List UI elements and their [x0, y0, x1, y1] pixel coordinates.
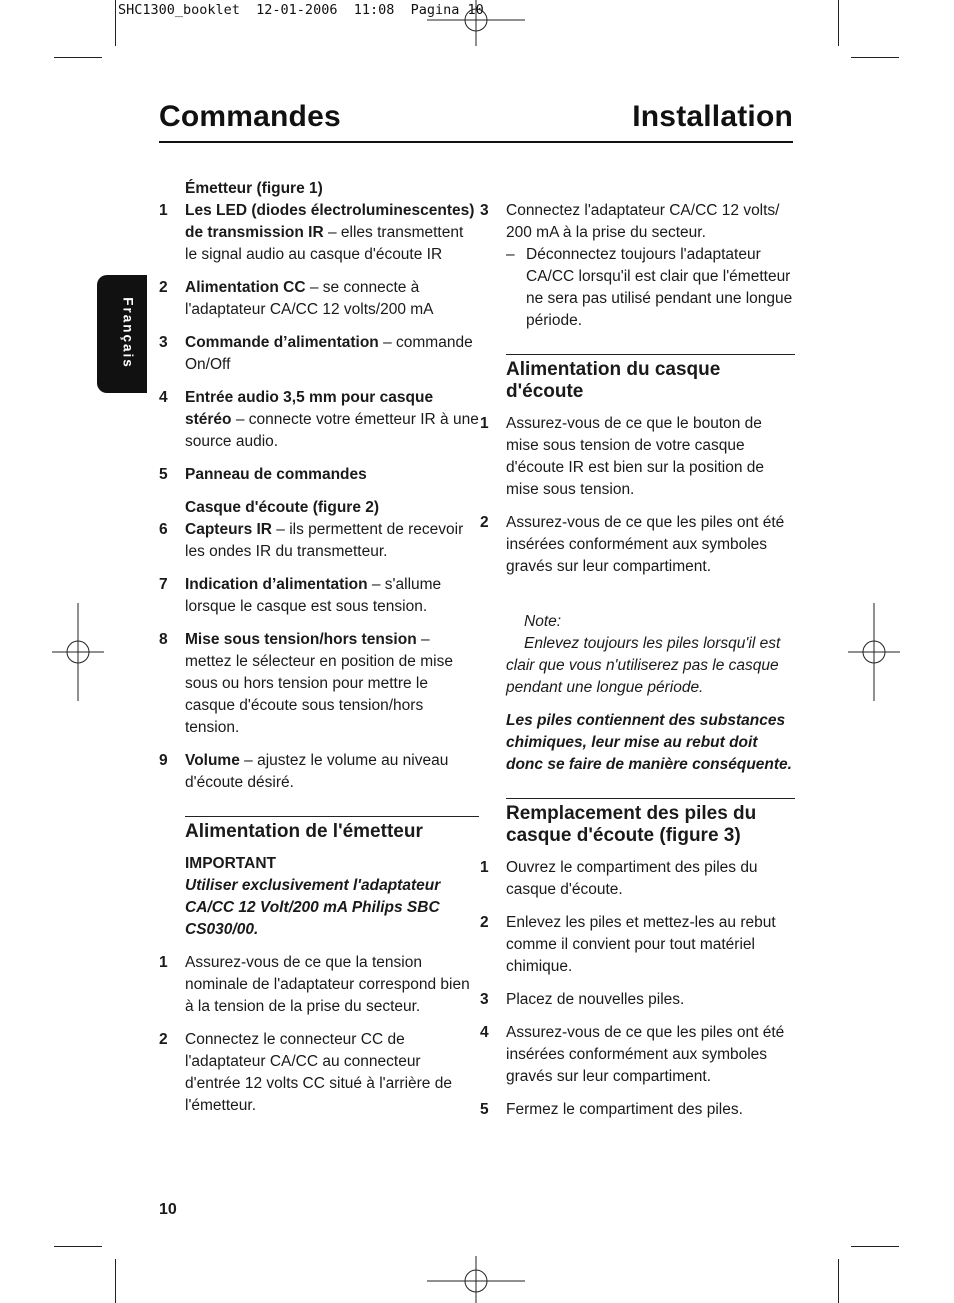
item-number: 7 [159, 576, 168, 593]
control-name: Mise sous tension/hors tension [185, 631, 417, 648]
step-text: Assurez-vous de ce que les piles ont été insérées conformément aux symboles gravés sur leur compartiment. [506, 514, 785, 575]
step-number: 1 [159, 954, 168, 971]
battery-step-3 [480, 989, 795, 1011]
registration-mark-left [52, 603, 104, 701]
step-number: 2 [480, 514, 489, 531]
note-body: Enlevez toujours les piles lorsqu'il est clair que vous n'utiliserez pas le casque pendant une longue période. [506, 635, 781, 696]
page-number: 10 [159, 1201, 177, 1218]
battery-step-1 [480, 857, 795, 901]
step-item-2 [159, 1029, 479, 1117]
page-title-right: Installation [632, 100, 793, 133]
step-text: Fermez le compartiment des piles. [506, 1101, 743, 1118]
item-number: 9 [159, 752, 168, 769]
language-tab-label: Français [120, 297, 136, 369]
left-column [159, 178, 479, 1117]
control-name: Les LED (diodes électroluminescentes) de transmission IR [185, 202, 475, 241]
dash-symbol: – [506, 246, 515, 263]
control-name: Volume [185, 752, 240, 769]
item-number: 6 [159, 521, 168, 538]
control-name: Capteurs IR [185, 521, 272, 538]
step-number: 3 [480, 991, 489, 1008]
page-title-left: Commandes [159, 100, 341, 133]
section-heading-battery-replacement: Remplacement des piles du casque d'écoute (figure 3) [506, 798, 795, 847]
control-name: Entrée audio 3,5 mm pour casque stéréo [185, 389, 434, 428]
registration-mark-right [848, 603, 900, 701]
crop-mark-tr-v [838, 0, 839, 46]
headphone-step-2 [480, 512, 795, 578]
step-text: Assurez-vous de ce que le bouton de mise sous tension de votre casque d'écoute IR est bien sur la position de mise sous tension. [506, 415, 765, 498]
step-text: Assurez-vous de ce que les piles ont été insérées conformément aux symboles gravés sur leur compartiment. [506, 1024, 785, 1085]
step-item-1 [159, 952, 479, 1018]
important-notice [159, 853, 479, 941]
control-description: – elles transmettent le signal audio au casque d'écoute IR [185, 224, 464, 263]
item-number: 5 [159, 466, 168, 483]
crop-mark-br-v [838, 1259, 839, 1303]
note-block [480, 611, 795, 699]
step-text: Connectez le connecteur CC de l'adaptateur CA/CC au connecteur d'entrée 12 volts CC situé à l'arrière de l'émetteur. [185, 1031, 452, 1114]
control-description: – ajustez le volume au niveau d'écoute désiré. [185, 752, 449, 791]
item-number: 3 [159, 334, 168, 351]
control-description: – se connecte à l'adaptateur CA/CC 12 volts/200 mA [185, 279, 434, 318]
step-text: Assurez-vous de ce que la tension nominale de l'adaptateur correspond bien à la tension de la prise du secteur. [185, 954, 470, 1015]
step-text: Placez de nouvelles piles. [506, 991, 685, 1008]
control-item-5 [159, 464, 479, 486]
step-number: 2 [480, 914, 489, 931]
important-title: IMPORTANT [185, 855, 276, 872]
control-item-1 [159, 200, 479, 266]
control-item-3 [159, 332, 479, 376]
note-label: Note: [524, 613, 562, 630]
header-rule [159, 141, 793, 143]
dash-note [506, 244, 795, 332]
transmitter-heading: Émetteur (figure 1) [185, 180, 323, 197]
control-name: Indication d’alimentation [185, 576, 368, 593]
print-slug: SHC1300_booklet 12-01-2006 11:08 Pagina 10 [118, 2, 484, 18]
control-description: – commande On/Off [185, 334, 473, 373]
item-number: 8 [159, 631, 168, 648]
battery-step-4 [480, 1022, 795, 1088]
crop-mark-bl-v [115, 1259, 116, 1303]
step-number: 3 [480, 202, 489, 219]
important-text: Utiliser exclusivement l'adaptateur CA/CC 12 Volt/200 mA Philips SBC CS030/00. [185, 877, 441, 938]
control-description: – s'allume lorsque le casque est sous tension. [185, 576, 442, 615]
step-number: 1 [480, 859, 489, 876]
item-number: 1 [159, 202, 168, 219]
step-text: Enlevez les piles et mettez-les au rebut comme il convient pour tout matériel chimique. [506, 914, 776, 975]
step-number: 4 [480, 1024, 489, 1041]
control-item-4 [159, 387, 479, 453]
crop-mark-tl-h [54, 57, 102, 58]
control-description: – connecte votre émetteur IR à une source audio. [185, 411, 479, 450]
headphones-heading: Casque d'écoute (figure 2) [185, 499, 380, 516]
step-item-3 [480, 200, 795, 332]
headphone-step-1 [480, 413, 795, 501]
note-text [506, 633, 795, 699]
step-number: 5 [480, 1101, 489, 1118]
control-name: Panneau de commandes [185, 466, 367, 483]
control-name: Alimentation CC [185, 279, 306, 296]
section-heading-transmitter-power: Alimentation de l'émetteur [185, 816, 479, 843]
dash-note-text: Déconnectez toujours l'adaptateur CA/CC lorsqu'il est clair que l'émetteur ne sera pas utilisé pendant une longue période. [526, 246, 793, 329]
crop-mark-br-h [851, 1246, 899, 1247]
crop-mark-tl-v [115, 0, 116, 46]
step-text: Connectez l'adaptateur CA/CC 12 volts/ 200 mA à la prise du secteur. [506, 202, 780, 241]
control-item-9 [159, 750, 479, 794]
step-number: 2 [159, 1031, 168, 1048]
item-number: 2 [159, 279, 168, 296]
control-description: – ils permettent de recevoir les ondes IR du transmetteur. [185, 521, 464, 560]
item-number: 4 [159, 389, 168, 406]
crop-mark-tr-h [851, 57, 899, 58]
battery-step-2 [480, 912, 795, 978]
crop-mark-bl-h [54, 1246, 102, 1247]
section-heading-headphone-power: Alimentation du casque d'écoute [506, 354, 795, 403]
control-description: – mettez le sélecteur en position de mise sous ou hors tension pour mettre le casque d'écoute sous tension/hors tension. [185, 631, 453, 736]
control-item-7 [159, 574, 479, 618]
step-text: Ouvrez le compartiment des piles du casque d'écoute. [506, 859, 758, 898]
control-item-2 [159, 277, 479, 321]
control-item-8 [159, 629, 479, 739]
control-name: Commande d’alimentation [185, 334, 379, 351]
battery-step-5 [480, 1099, 795, 1121]
step-number: 1 [480, 415, 489, 432]
registration-mark-bottom [427, 1256, 525, 1303]
control-item-6 [159, 519, 479, 563]
registration-mark-top [427, 0, 525, 50]
right-column [480, 178, 795, 1121]
battery-warning: Les piles contiennent des substances chimiques, leur mise au rebut doit donc se faire de manière conséquente. [506, 712, 792, 773]
